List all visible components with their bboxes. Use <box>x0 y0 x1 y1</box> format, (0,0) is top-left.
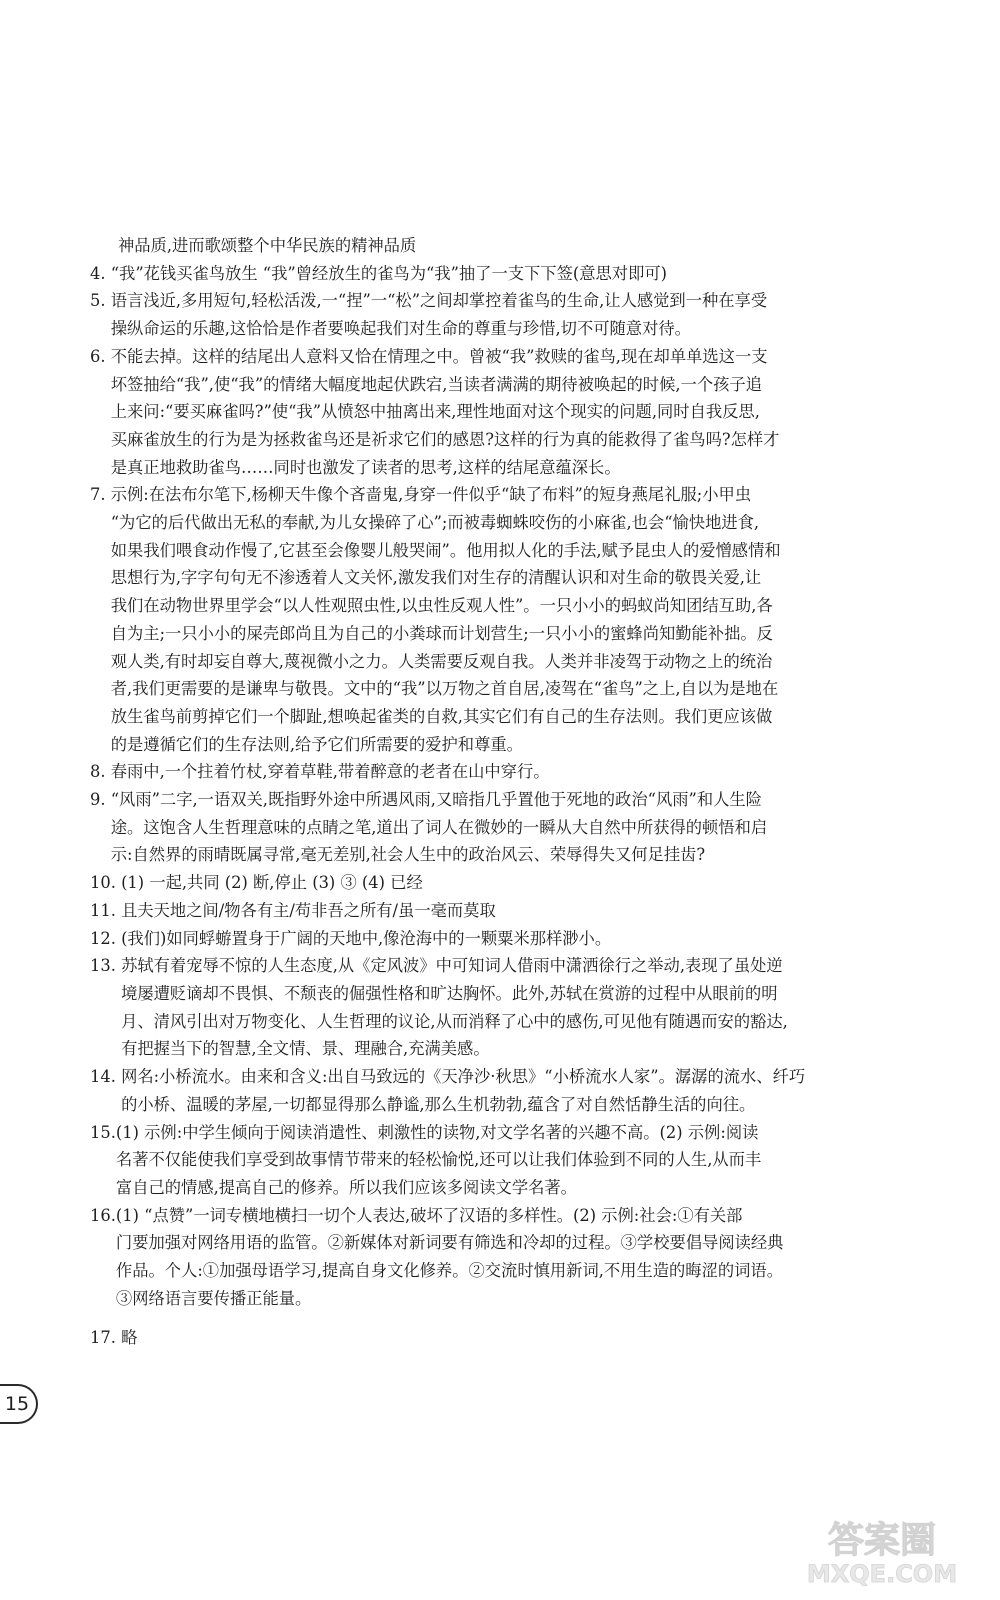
answer-item-8 <box>90 758 940 786</box>
item-number: 6. <box>90 346 111 366</box>
page-number: 15 <box>4 1393 30 1415</box>
item-text: 不能去掉。这样的结尾出人意料又恰在情理之中。曾被“我”救赎的雀鸟,现在却单单选这一支 坏签抽给“我”,使“我”的情绪大幅度地起伏跌宕,当读者满满的期待被唤起的时候,一个孩子追 上来问:“要买麻雀吗?”使“我”从愤怒中抽离出来,理性地面对这个现实的问题,同时自我反思, 买麻雀放生的行为是为拯救雀鸟还是祈求它们的感恩?这样的行为真的能救得了雀鸟吗?怎样才 是真正地救助雀鸟……同时也激发了读者的思考,这样的结尾意蕴深长。 <box>110 346 780 477</box>
answer-item-4 <box>90 260 940 288</box>
item-text: 且夫天地之间/物各有主/苟非吾之所有/虽一毫而莫取 <box>121 900 496 920</box>
item-number: 13. <box>90 956 122 976</box>
answer-item-11 <box>90 897 940 925</box>
item-text: (1) “点赞”一词专横地横扫一切个人表达,破坏了汉语的多样性。(2) 示例:社会:①有关部 门要加强对网络用语的监管。②新媒体对新词要有筛选和冷却的过程。③学校要倡导阅读经典 作品。个人:①加强母语学习,提高自身文化修养。②交流时慎用新词,不用生造的晦涩的词语。 ③网络语言要传播正能量。 <box>115 1205 784 1308</box>
answer-item-10 <box>90 869 940 897</box>
item-text: 神品质,进而歌颂整个中华民族的精神品质 <box>118 236 417 255</box>
item-text: 苏轼有着宠辱不惊的人生态度,从《定风波》中可知词人借雨中潇洒徐行之举动,表现了虽处逆 境屡遭贬谪却不畏惧、不颓丧的倔强性格和旷达胸怀。此外,苏轼在赏游的过程中从眼前的明 月、清风引出对万物变化、人生哲理的议论,从而消释了心中的感伤,可见他有随遇而安的豁达, 有把握当下的智慧,全文情、景、理融合,充满美感。 <box>121 956 788 1059</box>
answer-item-12 <box>90 925 940 953</box>
item-text: 略 <box>121 1328 138 1348</box>
item-number: 8. <box>90 762 111 782</box>
watermark-bottom-text: MXQE.COM <box>806 1560 958 1586</box>
item-number: 15. <box>90 1122 116 1142</box>
answer-item-15 <box>90 1119 940 1202</box>
answer-item-17 <box>90 1324 940 1352</box>
answer-item-9 <box>90 786 940 869</box>
item-number: 9. <box>90 790 111 810</box>
watermark-top-text: 答案圈 <box>827 1520 937 1561</box>
answer-item-continuation <box>90 232 940 260</box>
page-number-badge <box>0 1384 38 1424</box>
item-text: “风雨”二字,一语双关,既指野外途中所遇风雨,又暗指几乎置他于死地的政治“风雨”和人生险 途。这饱含人生哲理意味的点睛之笔,道出了词人在微妙的一瞬从大自然中所获得的顿悟和启 示:自然界的雨晴既属寻常,毫无差别,社会人生中的政治风云、荣辱得失又何足挂齿? <box>110 790 768 865</box>
item-text: 语言浅近,多用短句,轻松活泼,一“捏”一“松”之间却掌控着雀鸟的生命,让人感觉到一种在享受 操纵命运的乐趣,这恰恰是作者要唤起我们对生命的尊重与珍惜,切不可随意对待。 <box>110 291 768 339</box>
item-number: 7. <box>90 485 111 505</box>
item-text: “我”花钱买雀鸟放生 “我”曾经放生的雀鸟为“我”抽了一支下下签(意思对即可) <box>110 263 667 283</box>
answer-item-6 <box>90 343 940 482</box>
answer-item-16 <box>90 1202 940 1313</box>
item-text: 网名:小桥流水。由来和含义:出自马致远的《天净沙·秋思》“小桥流水人家”。潺潺的流水、纤巧 的小桥、温暖的茅屋,一切都显得那么静谧,那么生机勃勃,蕴含了对自然恬静生活的向往。 <box>121 1067 806 1114</box>
item-number: 10. <box>90 873 122 893</box>
item-number: 5. <box>90 291 111 311</box>
item-text: 示例:在法布尔笔下,杨柳天牛像个吝啬鬼,身穿一件似乎“缺了布料”的短身燕尾礼服;小甲虫 “为它的后代做出无私的奉献,为儿女操碎了心”;而被毒蜘蛛咬伤的小麻雀,也会“愉快地进食, 如果我们喂食动作慢了,它甚至会像婴儿般哭闹”。他用拟人化的手法,赋予昆虫人的爱憎感情和 思想行为,字字句句无不渗透着人文关怀,激发我们对生存的清醒认识和对生命的敬畏关爱,让 我们在动物世界里学会“以人性观照虫性,以虫性反观人性”。一只小小的蚂蚁尚知团结互助,各 自为主;一只小小的屎壳郎尚且为自己的小粪球而计划营生;一只小小的蜜蜂尚知勤能补拙。反 观人类,有时却妄自尊大,蔑视微小之力。人类需要反观自我。人类并非凌驾于动物之上的统治 者,我们更需要的是谦卑与敬畏。文中的“我”以万物之首自居,凌驾在“雀鸟”之上,自以为是地在 放生雀鸟前剪掉它们一个脚趾,想唤起雀类的自救,其实它们有自己的生存法则。我们更应该做 的是遵循它们的生存法则,给予它们所需要的爱护和尊重。 <box>110 485 781 754</box>
answer-item-7 <box>90 481 940 758</box>
answer-item-5 <box>90 287 940 342</box>
item-text: (1) 示例:中学生倾向于阅读消遣性、刺激性的读物,对文学名著的兴趣不高。(2) 示例:阅读 名著不仅能使我们享受到故事情节带来的轻松愉悦,还可以让我们体验到不同的人生,从而丰 富自己的情感,提高自己的修养。所以我们应该多阅读文学名著。 <box>115 1122 762 1197</box>
item-number: 14. <box>90 1067 122 1087</box>
item-text: 春雨中,一个拄着竹杖,穿着草鞋,带着醉意的老者在山中穿行。 <box>110 762 550 782</box>
item-text: (1) 一起,共同 (2) 断,停止 (3) ③ (4) 已经 <box>121 873 423 893</box>
item-text: (我们)如同蜉蝣置身于广阔的天地中,像沧海中的一颗粟米那样渺小。 <box>121 928 612 948</box>
answer-item-13 <box>90 952 940 1063</box>
item-number: 17. <box>90 1328 122 1348</box>
item-number: 11. <box>90 900 122 920</box>
watermark-logo <box>782 1512 982 1586</box>
item-number: 4. <box>90 263 111 283</box>
answer-item-14 <box>90 1063 940 1118</box>
item-number: 16. <box>90 1205 116 1225</box>
item-number: 12. <box>90 928 122 948</box>
answer-list <box>90 232 940 1352</box>
